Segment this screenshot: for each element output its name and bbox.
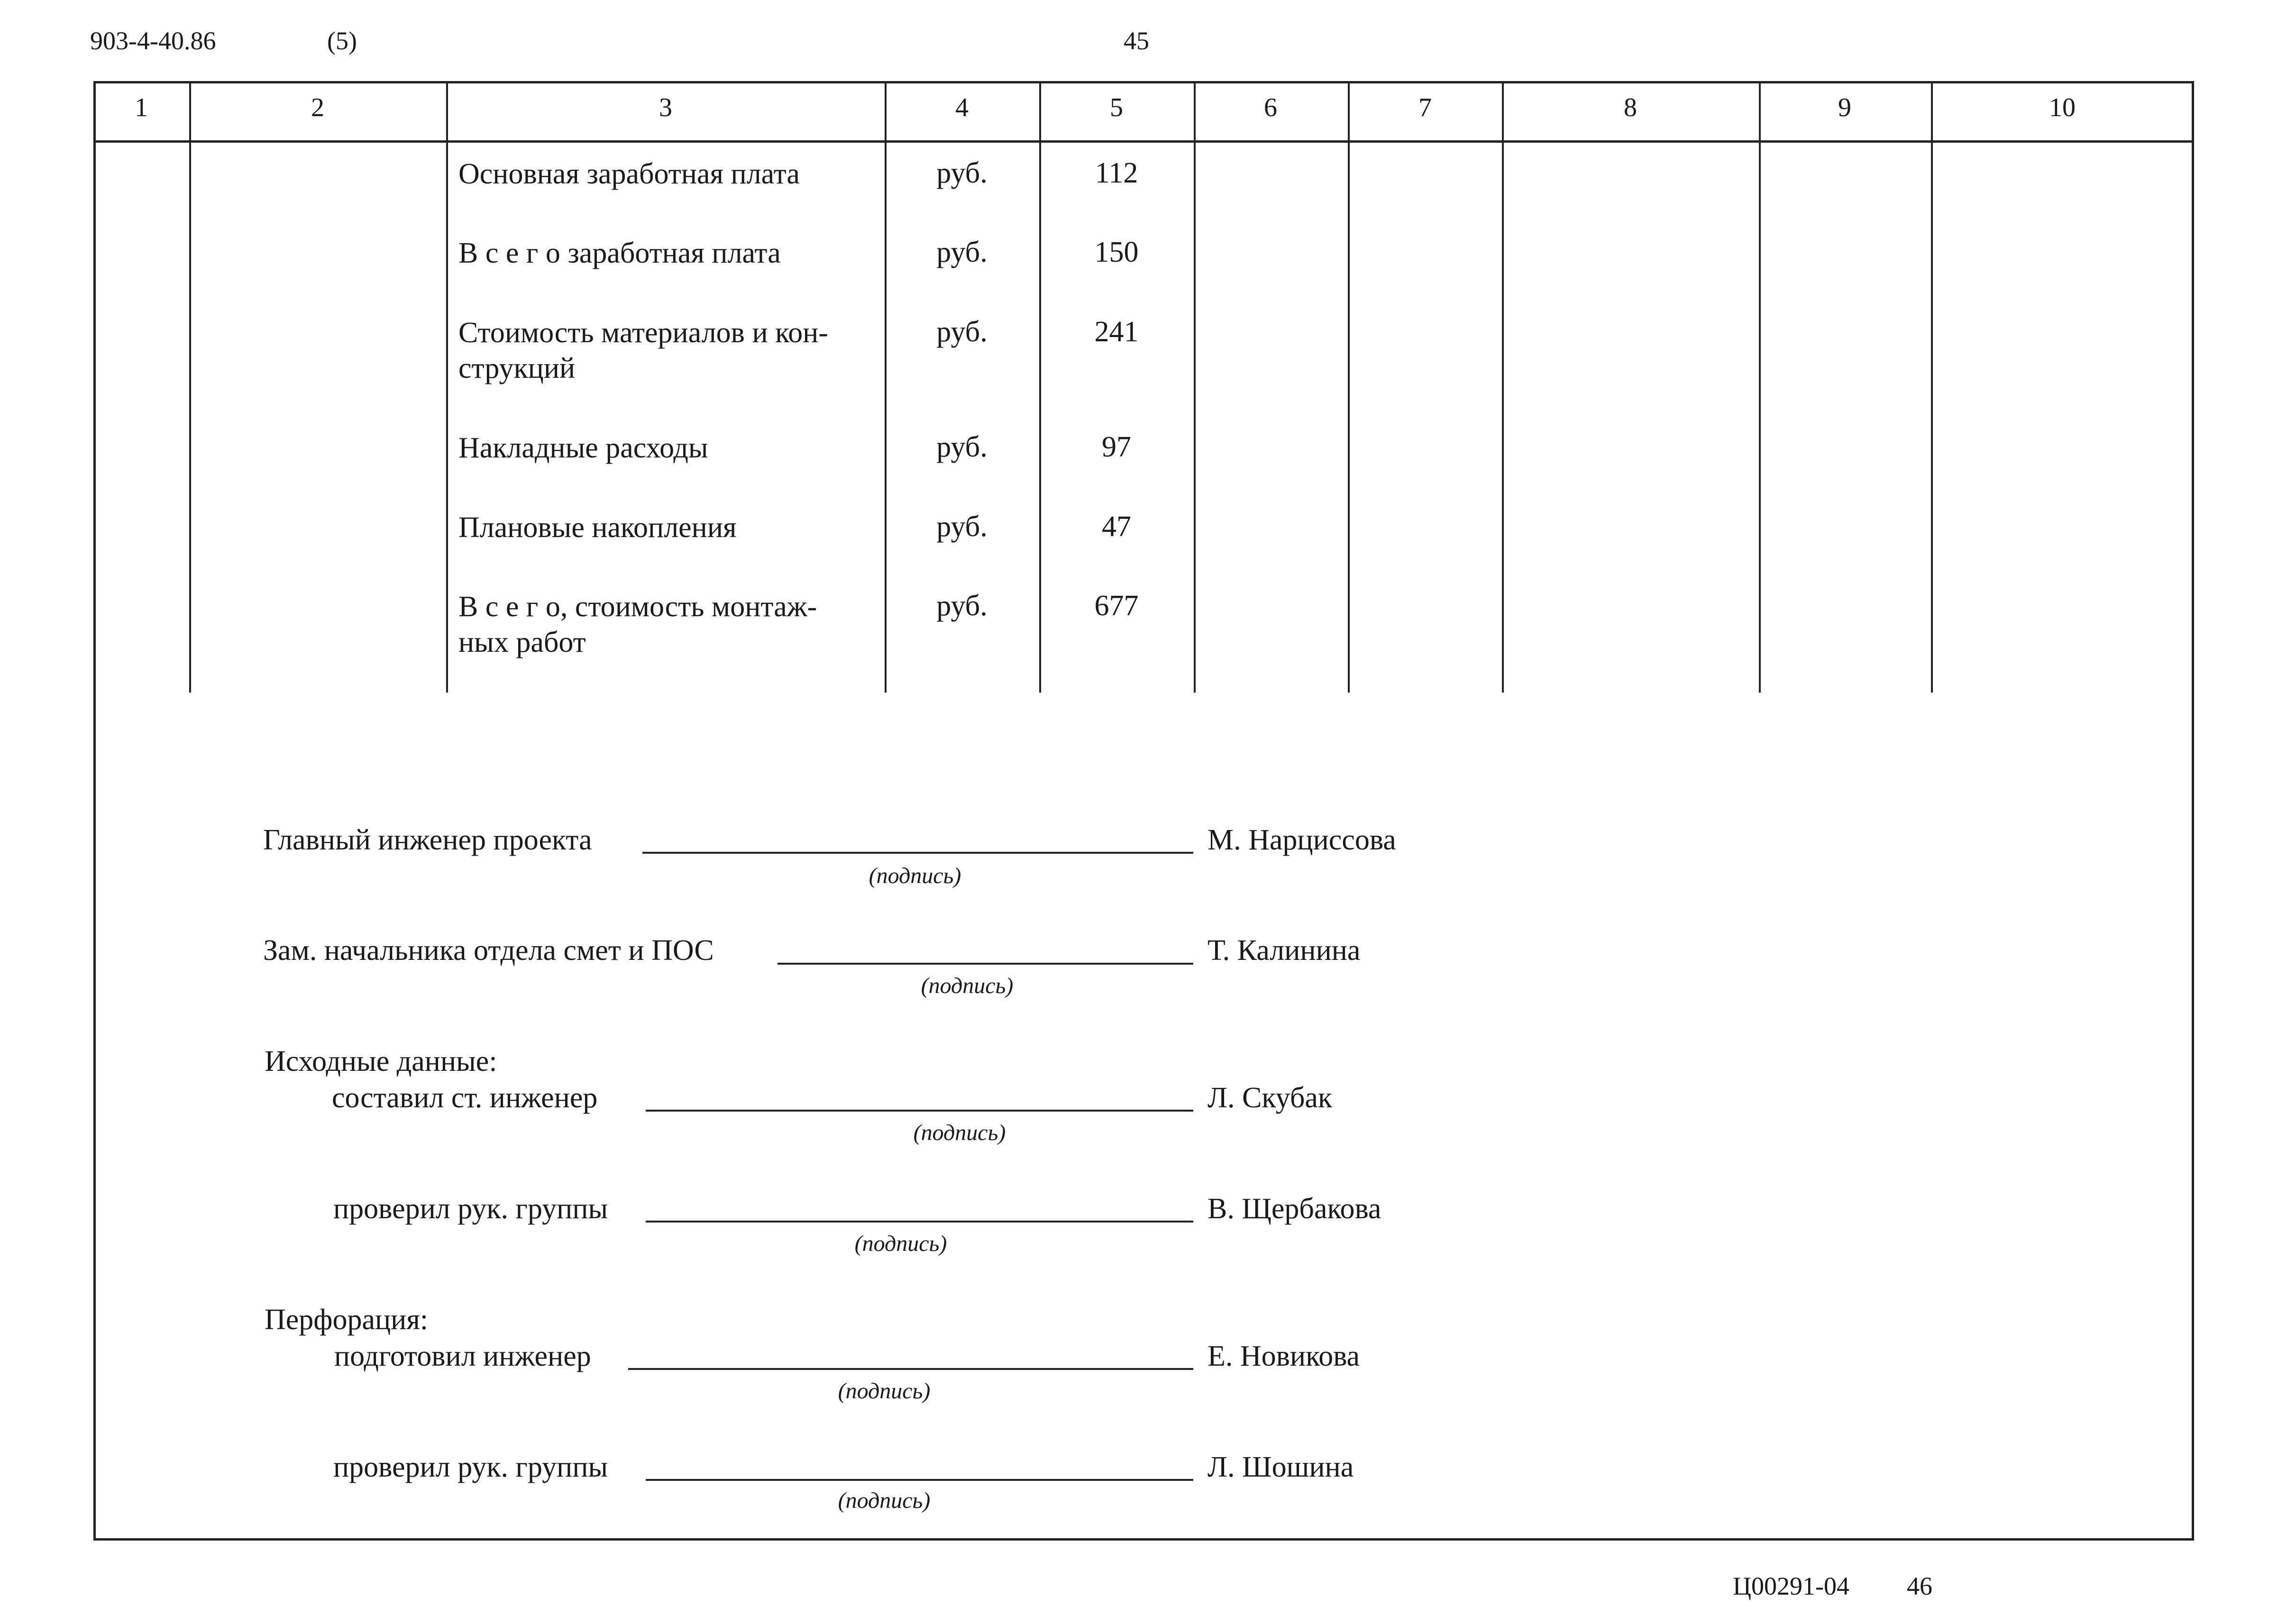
signature-hint: (подпись) bbox=[838, 1488, 931, 1513]
column-divider bbox=[1502, 81, 1504, 693]
row-name: Стоимость материалов и кон- bbox=[458, 317, 828, 349]
row-value: 150 bbox=[1094, 236, 1139, 268]
signature-name: Т. Калинина bbox=[1207, 934, 1361, 967]
column-number: 10 bbox=[2049, 93, 2076, 122]
signature-label: Главный инженер проекта bbox=[263, 824, 592, 856]
signature-hint: (подпись) bbox=[854, 1231, 947, 1256]
column-number: 3 bbox=[659, 93, 672, 122]
footer-sheet: 46 bbox=[1907, 1572, 1932, 1600]
column-number: 2 bbox=[311, 93, 324, 122]
signature-name: М. Нарциссова bbox=[1207, 824, 1396, 856]
column-divider bbox=[446, 81, 448, 693]
row-unit: руб. bbox=[936, 511, 988, 543]
column-number: 1 bbox=[135, 93, 148, 122]
column-divider bbox=[189, 81, 191, 693]
row-name: Накладные расходы bbox=[458, 432, 708, 464]
row-name: Основная заработная плата bbox=[458, 158, 800, 190]
document-code: 903-4-40.86 bbox=[90, 27, 216, 55]
row-value: 677 bbox=[1094, 590, 1139, 622]
signature-label: проверил рук. группы bbox=[333, 1451, 608, 1483]
column-divider bbox=[1348, 81, 1350, 693]
page-number: 45 bbox=[1124, 27, 1149, 55]
row-value: 97 bbox=[1102, 431, 1131, 463]
signature-label: подготовил инженер bbox=[334, 1340, 591, 1372]
row-value: 47 bbox=[1102, 511, 1131, 543]
signature-name: Л. Шошина bbox=[1207, 1451, 1354, 1483]
row-unit: руб. bbox=[936, 236, 988, 268]
signature-line bbox=[646, 1479, 1193, 1481]
row-name: В с е г о заработная плата bbox=[458, 237, 781, 269]
signature-name: В. Щербакова bbox=[1207, 1193, 1381, 1225]
row-value: 241 bbox=[1094, 316, 1139, 348]
column-divider bbox=[1759, 81, 1761, 693]
part-number: (5) bbox=[327, 27, 357, 55]
column-number: 4 bbox=[955, 93, 969, 122]
section-title-source-data: Исходные данные: bbox=[265, 1045, 497, 1077]
column-number: 7 bbox=[1418, 93, 1432, 122]
signature-hint: (подпись) bbox=[869, 863, 961, 888]
column-number: 6 bbox=[1264, 93, 1277, 122]
signature-label: Зам. начальника отдела смет и ПОС bbox=[263, 934, 714, 967]
signature-label: проверил рук. группы bbox=[333, 1193, 608, 1225]
column-divider bbox=[1931, 81, 1933, 693]
signature-line bbox=[642, 852, 1193, 854]
row-unit: руб. bbox=[936, 431, 988, 463]
signature-hint: (подпись) bbox=[838, 1378, 931, 1404]
signature-name: Е. Новикова bbox=[1207, 1340, 1360, 1372]
footer-code: Ц00291-04 bbox=[1733, 1572, 1849, 1600]
row-name: Плановые накопления bbox=[458, 511, 737, 544]
section-title-perforation: Перфорация: bbox=[265, 1304, 429, 1336]
column-divider bbox=[885, 81, 887, 693]
signature-line bbox=[646, 1221, 1193, 1223]
column-number: 8 bbox=[1624, 93, 1637, 122]
row-unit: руб. bbox=[936, 590, 988, 622]
signature-hint: (подпись) bbox=[913, 1120, 1006, 1145]
signature-line bbox=[628, 1368, 1193, 1370]
column-number: 9 bbox=[1838, 93, 1851, 122]
row-unit: руб. bbox=[936, 316, 988, 348]
signature-name: Л. Скубак bbox=[1207, 1082, 1333, 1114]
header-separator bbox=[93, 140, 2194, 143]
signature-hint: (подпись) bbox=[921, 973, 1014, 998]
column-divider bbox=[1039, 81, 1041, 693]
row-value: 112 bbox=[1095, 157, 1138, 189]
row-name: В с е г о, стоимость монтаж- bbox=[458, 591, 817, 623]
signature-label: составил ст. инженер bbox=[332, 1082, 598, 1114]
row-name-continuation: ных работ bbox=[458, 626, 586, 658]
row-name-continuation: струкций bbox=[458, 352, 576, 384]
column-divider bbox=[1194, 81, 1196, 693]
signature-line bbox=[646, 1110, 1193, 1112]
signature-line bbox=[778, 963, 1193, 965]
row-unit: руб. bbox=[936, 157, 988, 189]
column-number: 5 bbox=[1110, 93, 1123, 122]
